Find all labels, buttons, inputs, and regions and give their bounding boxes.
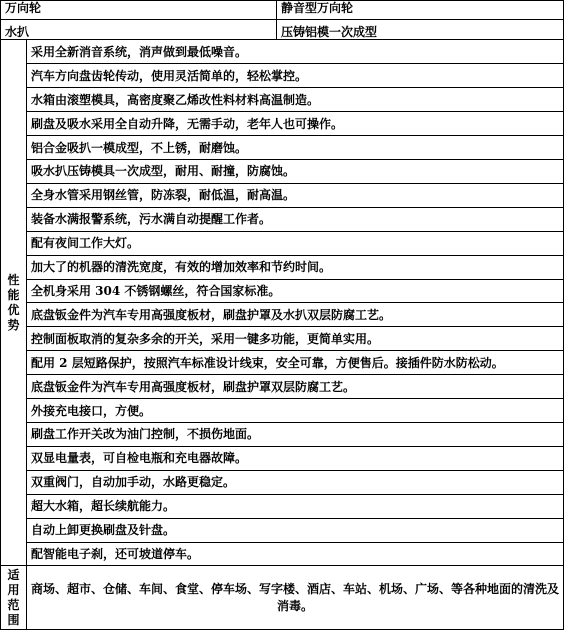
feature-row [1,494,564,518]
feature-text: 铝合金吸扒一模成型，不上锈，耐磨蚀。 [27,136,564,160]
header-row-wheels [1,1,564,20]
feature-text: 水箱由滚塑模具，高密度聚乙烯改性料材料高温制造。 [27,88,564,112]
scope-text: 商场、超市、仓储、车间、食堂、停车场、写字楼、酒店、车站、机场、广场、等各种地面的清洗及消毒。 [27,566,564,630]
feature-text: 刷盘工作开关改为油门控制，不损伤地面。 [27,422,564,446]
scope-row [1,566,564,630]
feature-text: 底盘钣金件为汽车专用高强度板材，刷盘护罩双层防腐工艺。 [27,375,564,399]
feature-text: 汽车方向盘齿轮传动，使用灵活简单的，轻松掌控。 [27,64,564,88]
feature-row [1,303,564,327]
feature-text: 配用 2 层短路保护，按照汽车标准设计线束，安全可靠，方便售后。接插件防水防松动。 [27,351,564,375]
header-cell-squeegee-label: 水扒 [1,19,277,40]
header-cell-wheel-value: 静音型万向轮 [277,1,564,20]
feature-row [1,279,564,303]
feature-row [1,351,564,375]
performance-label: 性能优势 [7,272,20,332]
feature-text: 超大水箱，超长续航能力。 [27,494,564,518]
feature-text: 配智能电子刹，还可坡道停车。 [27,542,564,566]
scope-label: 适用范围 [7,567,20,627]
feature-row [1,136,564,160]
feature-row [1,40,564,64]
feature-row [1,112,564,136]
feature-row [1,64,564,88]
feature-text: 控制面板取消的复杂多余的开关，采用一键多功能，更简单实用。 [27,327,564,351]
feature-row [1,470,564,494]
feature-text: 外接充电接口，方便。 [27,399,564,423]
feature-text: 加大了的机器的清洗宽度，有效的增加效率和节约时间。 [27,255,564,279]
feature-row [1,207,564,231]
feature-text: 全身水管采用钢丝管，防冻裂，耐低温，耐高温。 [27,183,564,207]
feature-row [1,183,564,207]
feature-text: 自动上卸更换刷盘及针盘。 [27,518,564,542]
feature-row [1,160,564,184]
feature-row [1,375,564,399]
header-row-squeegee [1,19,564,40]
feature-text: 双重阀门，自动加手动，水路更稳定。 [27,470,564,494]
feature-text: 吸水扒压铸模具一次成型，耐用、耐撞，防腐蚀。 [27,160,564,184]
feature-text: 装备水满报警系统，污水满自动提醒工作者。 [27,207,564,231]
feature-row [1,518,564,542]
feature-row [1,255,564,279]
feature-text: 采用全新消音系统，消声做到最低噪音。 [27,40,564,64]
feature-text: 底盘钣金件为汽车专用高强度板材，刷盘护罩及水扒双层防腐工艺。 [27,303,564,327]
scope-label-cell [1,566,27,630]
feature-row [1,446,564,470]
feature-text: 双显电量表，可自检电瓶和充电器故障。 [27,446,564,470]
feature-text: 配有夜间工作大灯。 [27,231,564,255]
feature-row [1,88,564,112]
feature-text: 刷盘及吸水采用全自动升降，无需手动，老年人也可操作。 [27,112,564,136]
feature-row [1,542,564,566]
header-cell-wheel-label: 万向轮 [1,1,277,20]
header-cell-squeegee-value: 压铸铝模一次成型 [277,19,564,40]
feature-row [1,399,564,423]
feature-text: 全机身采用 304 不锈钢螺丝，符合国家标准。 [27,279,564,303]
feature-row [1,422,564,446]
performance-label-cell [1,40,27,566]
feature-row [1,327,564,351]
feature-row [1,231,564,255]
